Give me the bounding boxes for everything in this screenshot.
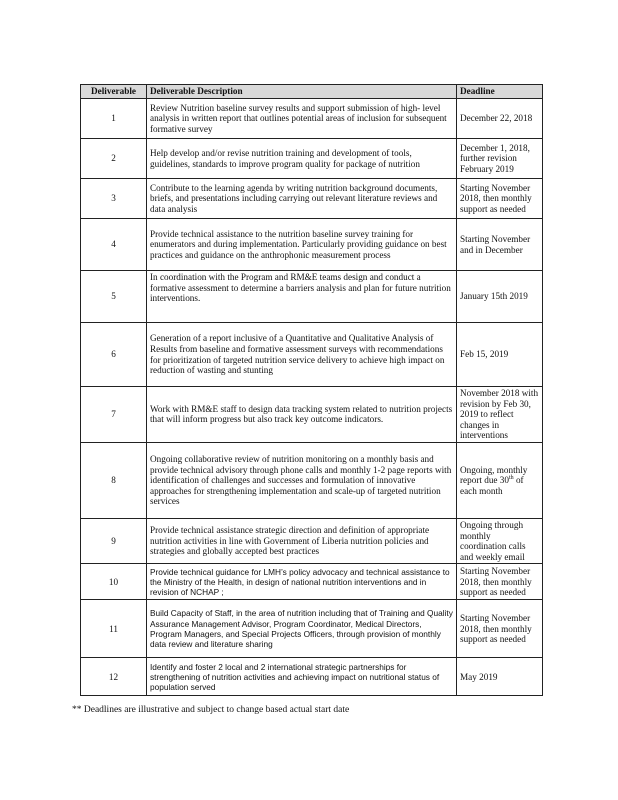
deadline-text-start: Ongoing, monthly report due 30 xyxy=(460,464,528,486)
table-row xyxy=(81,139,543,179)
table-header-row xyxy=(81,85,543,99)
header-deadline: Deadline xyxy=(457,85,543,99)
table-row xyxy=(81,387,543,443)
deliverable-number: 4 xyxy=(81,219,147,271)
table-row xyxy=(81,219,543,271)
deliverable-number: 3 xyxy=(81,179,147,219)
deliverable-description: Contribute to the learning agenda by writing nutrition background documents, briefs, and presentations including carrying out relevant literature reviews and data analysis xyxy=(147,179,457,219)
deadline-ordinal-suffix: th xyxy=(508,475,514,482)
deliverable-number: 1 xyxy=(81,99,147,139)
header-description: Deliverable Description xyxy=(147,85,457,99)
deadline-footnote: ** Deadlines are illustrative and subject to change based actual start date xyxy=(72,705,350,715)
deliverable-number: 10 xyxy=(81,564,147,600)
deliverable-description: Provide technical assistance to the nutrition baseline survey training for enumerators and during implementation. Particularly providing guidance on best practices and guidance on the anthrophonic measurement process xyxy=(147,219,457,271)
deadline-text-end: of each month xyxy=(460,475,524,496)
table-row xyxy=(81,99,543,139)
deliverable-number: 11 xyxy=(81,600,147,658)
table-row xyxy=(81,179,543,219)
deliverable-description: Help develop and/or revise nutrition training and development of tools, guidelines, standards to improve program quality for package of nutrition xyxy=(147,139,457,179)
deliverable-deadline: January 15th 2019 xyxy=(457,271,543,323)
deliverable-number: 9 xyxy=(81,518,147,563)
deliverable-deadline: Feb 15, 2019 xyxy=(457,323,543,387)
deliverable-description: Identify and foster 2 local and 2 international strategic partnerships for strengthening of nutrition activities and achieving impact on nutritional status of population served xyxy=(147,658,457,696)
table-row xyxy=(81,442,543,518)
deliverable-deadline xyxy=(457,442,543,518)
deliverable-number: 12 xyxy=(81,658,147,696)
deliverable-number: 5 xyxy=(81,271,147,323)
table-row xyxy=(81,518,543,563)
deliverable-number: 7 xyxy=(81,387,147,443)
deliverable-deadline: December 1, 2018, further revision February 2019 xyxy=(457,139,543,179)
deliverables-table xyxy=(80,84,543,696)
deliverable-deadline: November 2018 with revision by Feb 30, 2019 to reflect changes in interventions xyxy=(457,387,543,443)
table-row xyxy=(81,323,543,387)
deliverable-description: Review Nutrition baseline survey results and support submission of high- level analysis in written report that outlines potential areas of inclusion for subsequent formative survey xyxy=(147,99,457,139)
table-row xyxy=(81,271,543,323)
deliverable-description: Provide technical guidance for LMH’s policy advocacy and technical assistance to the Ministry of the Health, in design of national nutrition interventions and in revision of NCHAP ; xyxy=(147,564,457,600)
deliverable-number: 6 xyxy=(81,323,147,387)
table-row xyxy=(81,658,543,696)
deliverable-description: Ongoing collaborative review of nutrition monitoring on a monthly basis and provide technical advisory through phone calls and monthly 1-2 page reports with identification of challenges and successes and formulation of innovative approaches for strengthening implementation and scale-up of targeted nutrition services xyxy=(147,442,457,518)
deliverable-deadline: Ongoing through monthly coordination calls and weekly email xyxy=(457,518,543,563)
table-row xyxy=(81,600,543,658)
deliverable-description: Provide technical assistance strategic direction and definition of appropriate nutrition activities in line with Government of Liberia nutrition policies and strategies and globally accepted best practices xyxy=(147,518,457,563)
deliverable-number: 2 xyxy=(81,139,147,179)
deliverable-number: 8 xyxy=(81,442,147,518)
deliverable-deadline: Starting November 2018, then monthly support as needed xyxy=(457,600,543,658)
deliverable-description: Build Capacity of Staff, in the area of nutrition including that of Training and Quality Assurance Management Advisor, Program Coordinator, Medical Directors, Program Managers, and Special Projects Officers, through provision of monthly data review and literature sharing xyxy=(147,600,457,658)
deliverable-description: Work with RM&E staff to design data tracking system related to nutrition projects that will inform progress but also track key outcome indicators. xyxy=(147,387,457,443)
deliverable-deadline: Starting November 2018, then monthly support as needed xyxy=(457,564,543,600)
deliverable-deadline: Starting November 2018, then monthly support as needed xyxy=(457,179,543,219)
deliverable-deadline: May 2019 xyxy=(457,658,543,696)
deliverable-description: In coordination with the Program and RM&E teams design and conduct a formative assessment to determine a barriers analysis and plan for future nutrition interventions. xyxy=(147,271,457,323)
table-row xyxy=(81,564,543,600)
deliverable-deadline: Starting November and in December xyxy=(457,219,543,271)
deliverable-description: Generation of a report inclusive of a Quantitative and Qualitative Analysis of Results from baseline and formative assessment surveys with recommendations for prioritization of targeted nutrition service delivery to achieve high impact on reduction of wasting and stunting xyxy=(147,323,457,387)
deliverable-deadline: December 22, 2018 xyxy=(457,99,543,139)
header-deliverable: Deliverable xyxy=(81,85,147,99)
